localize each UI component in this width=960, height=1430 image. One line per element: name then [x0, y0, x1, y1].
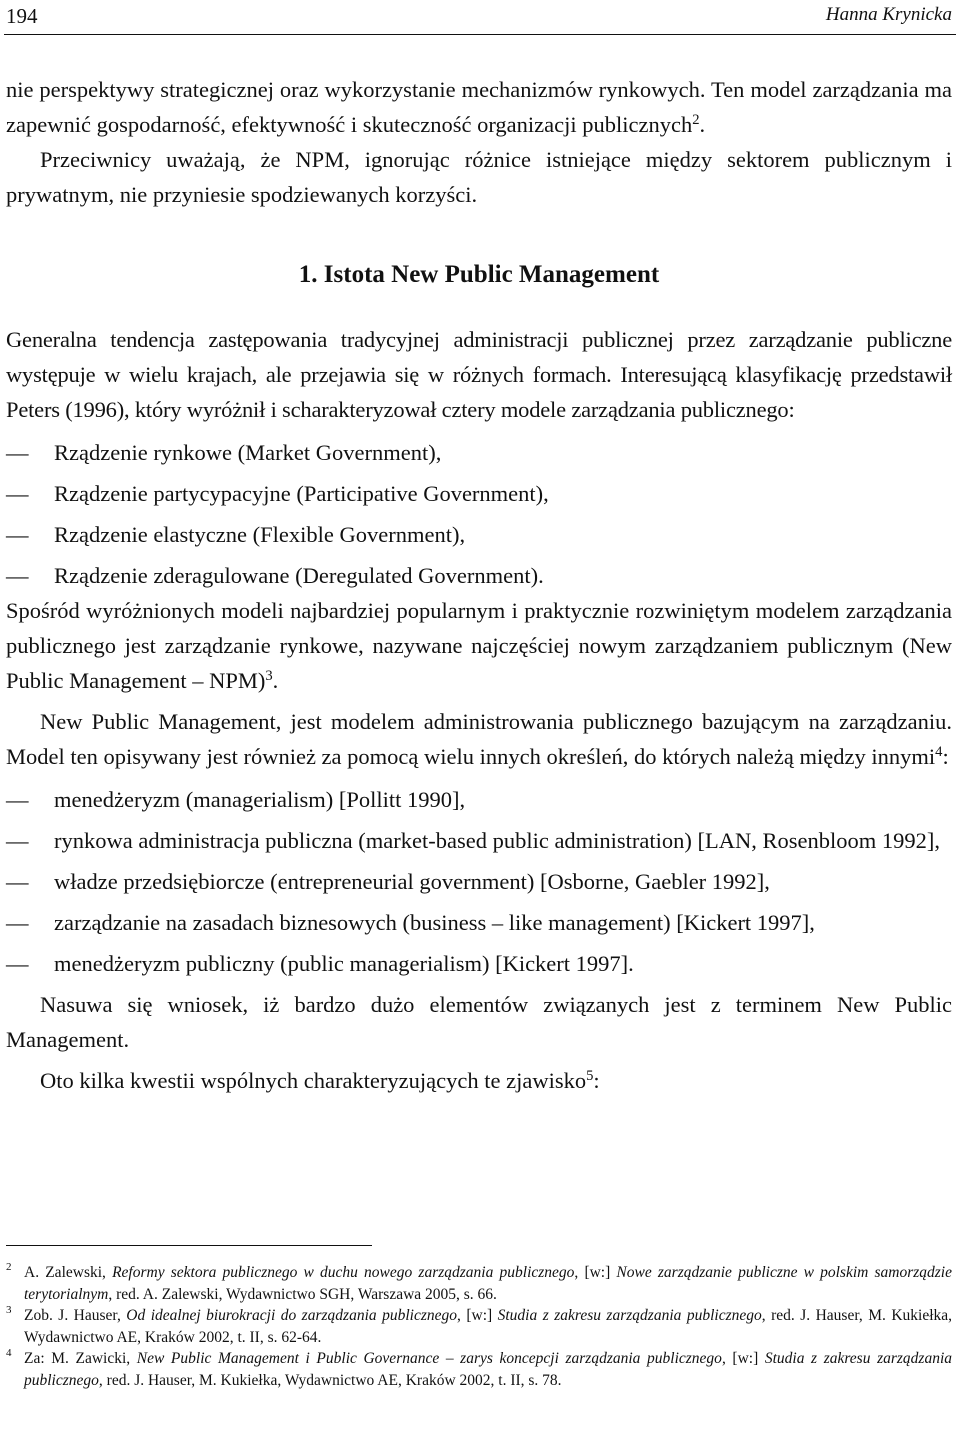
header-rule	[4, 34, 956, 35]
footnote-2: 2 A. Zalewski, Reformy sektora publicznego w duchu nowego zarządzania publicznego, [w:] Nowe zarządzanie publiczne w polskim samorządzie terytorialnym, red. A. Zalewski, Wydawnictwo SGH, Warszawa 2005, s. 66.	[6, 1262, 952, 1305]
model-list-item: — Rządzenie zderagulowane (Deregulated Government).	[6, 558, 952, 593]
running-author: Hanna Krynicka	[825, 4, 952, 25]
footnote-3: 3 Zob. J. Hauser, Od idealnej biurokracji do zarządzania publicznego, [w:] Studia z zakresu zarządzania publicznego, red. J. Hauser, M. Kukiełka, Wydawnictwo AE, Kraków 2002, t. II, s. 62-64.	[6, 1305, 952, 1348]
page-body	[6, 72, 952, 1098]
intro-paragraph-1: nie perspektywy strategicznej oraz wykorzystanie mechanizmów rynkowych. Ten model zarządzania ma zapewnić gospodarność, efektywność i skuteczność organizacji publicznych$^2$.	[6, 77, 952, 137]
term-list-item: — menedżeryzm (managerialism) [Pollitt 1990],	[6, 782, 952, 817]
footnote-rule	[6, 1245, 372, 1246]
footnote-mark: 2	[6, 1261, 12, 1273]
footnote-4: 4 Za: M. Zawicki, New Public Management i Public Governance – zarys koncepcji zarządzania publicznego, [w:] Studia z zakresu zarządzania publicznego, red. J. Hauser, M. Kukiełka, Wydawnictwo AE, Kraków 2002, t. II, s. 78.	[6, 1348, 952, 1391]
model-list-item: — Rządzenie rynkowe (Market Government),	[6, 435, 952, 470]
page-number: 194	[6, 4, 38, 28]
footnote-ref-3: 3	[265, 667, 273, 684]
footnote-mark: 4	[6, 1347, 12, 1359]
section-paragraph-5: Oto kilka kwestii wspólnych charakteryzujących te zjawisko$^5$:	[40, 1067, 600, 1093]
section-paragraph-1: Generalna tendencja zastępowania tradycyjnej administracji publicznej przez zarządzanie publiczne występuje w wielu krajach, ale przejawia się w różnych formach. Interesującą klasyfikację przedstawił Peters (1996), który wyróżnił i scharakteryzował cztery modele zarządzania publicznego:	[6, 327, 952, 422]
section-paragraph-4: Nasuwa się wniosek, iż bardzo dużo elementów związanych jest z terminem New Public Management.	[6, 992, 952, 1052]
footnote-ref-4: 4	[935, 743, 943, 760]
intro-paragraph-2: Przeciwnicy uważają, że NPM, ignorując różnice istniejące między sektorem publicznym i prywatnym, nie przyniesie spodziewanych korzyści.	[6, 147, 952, 207]
term-list-item: — rynkowa administracja publiczna (market-based public administration) [LAN, Rosenbloom 1992],	[6, 823, 952, 858]
section-heading: 1. Istota New Public Management	[298, 261, 660, 288]
footnote-ref-5: 5	[586, 1067, 594, 1084]
term-list-item: — zarządzanie na zasadach biznesowych (business – like management) [Kickert 1997],	[6, 905, 952, 940]
section-paragraph-2: Spośród wyróżnionych modeli najbardziej popularnym i praktycznie rozwiniętym modelem zarządzania publicznego jest zarządzanie rynkowe, nazywane najczęściej nowym zarządzaniem publicznym (New Public Management – NPM)$^3$.	[6, 598, 952, 693]
term-list-item: — menedżeryzm publiczny (public managerialism) [Kickert 1997].	[6, 946, 952, 981]
footnote-mark: 3	[6, 1304, 12, 1316]
term-list-item: — władze przedsiębiorcze (entrepreneurial government) [Osborne, Gaebler 1992],	[6, 864, 952, 899]
footnotes	[6, 1262, 952, 1391]
model-list-item: — Rządzenie partycypacyjne (Participative Government),	[6, 476, 952, 511]
footnote-ref-2: 2	[692, 111, 700, 128]
section-paragraph-3: New Public Management, jest modelem administrowania publicznego bazującym na zarządzaniu. Model ten opisywany jest również za pomocą wielu innych określeń, do których należą między innymi$^4$:	[6, 709, 952, 769]
running-header	[0, 0, 960, 36]
model-list-item: — Rządzenie elastyczne (Flexible Government),	[6, 517, 952, 552]
